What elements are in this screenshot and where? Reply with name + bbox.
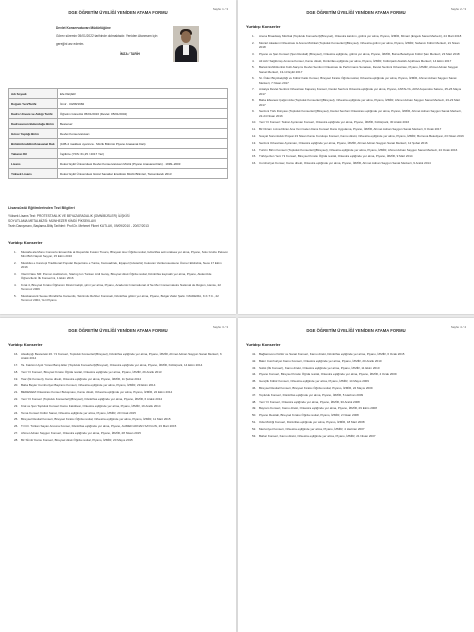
list-item [252,434,466,438]
section-heading: Yurtdışı Konserler [8,240,43,245]
list-item-number: 4. [252,58,255,63]
info-row [9,149,228,159]
list-item-number: 49. [252,406,257,411]
list-item-text: Baba Beyler Cumhuriyet Bayramı Konseri, Orkestra eşliğinde yer alma, Piyano, İZMİR, 29 Ekim 2014 [21,383,156,388]
list-item [252,161,466,165]
list-item-number: 44. [252,372,257,377]
page-header-title: DGE ÖĞRETİM ÜYELİĞİ YENİDEN ATAMA FORMU [306,10,406,15]
info-key: Kadro Unvanı ve Atılığı Tarihi [9,109,58,119]
info-key: Doğum Yeri/Tarihi [9,99,58,109]
list-item-text: Ali Aziz Sağlıkmış Anısına Konser, Kamu direkt, Dönkrifas eşliğinde yer alma, Piyano, İZMİR, Kültürpark Atatürk Açıkhava Merkezi, 14 Ekim 2017 [259,58,452,63]
list-item [252,366,466,370]
list-item-number: 10. [252,120,257,125]
list-item-number: 14. [252,147,257,152]
list-item-text: Bartok Exhibitionlist Kulti-Sarşımı Devlet Senfoni Orkestrası ile Performans Sonatası, Devlet Senfoni Orkestrası, Piyano, İZMİR, Ahmet Adnan Saygun Sanat Merkezi, 13-13 Eylül 2017 [259,65,459,74]
list-item-number: 17. [14,363,19,367]
info-value: Dokuz Eylül Üniversitesi Devlet Konservatuvarı Müzik (Piyano Anasanat Dalı) · 1999–2003 [58,159,228,169]
list-item [252,59,466,63]
list-item [252,386,466,390]
list-item-number: 46. [252,385,257,390]
info-row [9,129,228,139]
list-item-text: Bireysel Resital Konseri, Bireysel Kıratsı Öğrda resital, Piyano, İZMİR, 22 Mayıs 2009 [259,385,373,390]
list-item-number: 3. [14,272,17,276]
list-item-number: 43. [252,365,257,370]
list-item [252,109,466,117]
list-item-number: 8. [252,98,255,103]
list-item-text: Bahar Konseri, Kamu direkt, Orkestra eşliğinde yer alma, Piyano, İZMİR, 21 Nisan 2007 [259,433,376,438]
list-item [252,127,466,131]
info-value: Devlet Konservatuvarı [58,129,228,139]
list-item-text: Arena Broadway Müzikal (Topluluk Konserleri)(Bireysel), Orkestra katılımı, gölimi yer alma, Piyano, İZMİR, Mimari (Engels Sanat Merkezi), 24 Mart 2018 [259,34,462,38]
list-item-number: 23. [14,403,19,408]
document-page-3 [0,318,236,632]
info-key: Bölüm/Anabilim/Anasanat Dalı [9,139,58,149]
list-item-text: Bir Dizam ö Ana Dizan Ana Yeni Gelen Dans Konseri Dans Uygulama, Piyano, İZMİR, Ahmet Adnan Saygun Sanat Merkezi, 6 Ocak 2017 [259,127,442,132]
list-item [252,65,466,73]
list-item-text: Bağlamsonu Kültür ve Sanat Konseri, Kamu direkt, Dönkrifas eşliğinde yer alma, Piyano, İZMİR, 6 Ocak 2015 [259,352,405,356]
page-meta: Sayfa: 3 / 3 [212,325,228,329]
list-item [252,154,466,158]
thesis-line-3: Tezin Danışmanı, Başlama-Bitiş Tarihleri: Prof.Dr. Mehmet Fikret KUTLUK, 09/09/2010 - 20/07/2013 [8,224,149,228]
concert-list [252,352,466,440]
list-item-number: 12. [252,133,257,138]
document-page-4 [238,318,474,632]
list-item-number: 4. [14,283,17,287]
list-item-text: Mozart Akademi Orkestrası & Arena Müzikal (Topluluk Konserleri)(Bireysel), Orkestra gölimi yer alma, Piyano, İZMİR, Sabancı Kültür Merkezi, 21 Nisan 2018 [259,40,460,49]
list-item-text: Piyano Resitali, Bireysel Kıratsı Öğrda resital, Piyano, İZMİR, 2 Nisan 2008 [259,413,359,418]
list-item-text: Yeni Yıl Konseri: Tekrar Ayzaman Konseri, Orkestra eşliğinde yer alma, Piyano, İZMİR, Kültürpark, 30 Aralık 2016 [259,120,410,125]
list-item [252,420,466,424]
list-item-text: St. Ödev Büyükelçiliği ve Kültür Katkı Konser, Bireysel Kıratsı Öğrda resital, Orkestra eşliğinde yer alma, Piyano, İZMİR, Ahmet Adnan Saygun Sanat Merkezi, 7 Nisan 2017 [259,76,457,85]
page-meta: Sayfa: 4 / 4 [450,325,466,329]
list-item-number: 27. [14,430,19,435]
salutation: Devlet Konservatuvarı Müdürlüğüne [56,26,111,30]
concert-list [252,34,466,168]
petition-line-2: gereğini arz ederim. [56,42,85,46]
list-item-number: 6. [252,76,255,81]
list-item-text: Bakır Cumhuriyet Kamu Konseri, Orkestra eşliğinde yer alma, Piyano, İZMİR, 20 Aralık 2010 [259,358,382,363]
list-item-number: 2. [14,261,17,265]
info-row [9,89,228,99]
list-item-text: Tsar (İlk Konseri), Kamu direkt, Orkestra eşliğinde yer alma, Piyano, İZMİR, 11 Şubat 2014 [21,376,141,381]
list-item [252,98,466,106]
list-item-number: 42. [252,358,257,363]
list-item-text: Musikanwerk Seuse Mündliche Karsenlis, Tekrimdu Rehber Konsiseli, Dönkrifas gölimi yer alma, Piyano, Bulgar Zafer Şarkı / MADEIRA, K.K.T.C., 22 Temmuz 2004, Yeri Piyano [21,294,219,303]
list-item-text: Alsaltıçığı Bestezeki 26. Yıl Konseri, Topluluk Konserleri(Bireysel), Dönkrifas eşliğinde yer alma, Piyano, İZMİR, Ahmet Adnan Saygun Sanat Merkezi, 6 Aralık 2014 [21,352,222,361]
list-item-number: 24. [14,410,19,415]
list-item-number: 48. [252,399,257,404]
list-item-number: 1. [14,250,17,254]
info-row [9,159,228,169]
thesis-line-1: Yüksek Lisans Tezi: PROTESTANLIK VE BEYAZARADALIK (OMNİBÜSLER) İLİŞKİSİ [8,214,130,218]
info-key: Yabancı Dil [9,149,58,159]
document-page-1 [0,0,236,314]
list-item [252,87,466,95]
list-item-text: Cumhuriyet Konser, Kamu direkt, Orkestra eşliğinde yer alma, Piyano, İZMİR, Ahmet Adnan Saygun Sanat Merkezi, 9 Aralık 2014 [259,161,431,166]
list-item-text: Piyano ve Şan Konseri (Şan Resitali) (Bireysel), Orkestra eşliğinde, gölimi yer alma, Piyano, İZMİR, Bursa Belediyesi Kültür Şan Merkezi, 23 Mart 2018 [259,51,460,56]
info-key: Lisans [9,159,58,169]
list-item [14,411,228,415]
info-value: Bestenaz [58,119,228,129]
thesis-line-2: SOYUTLAMA METALMİZSİ: MÜNHEZER KİMDİ PİKSEKLAVI [8,219,96,223]
list-item [14,417,228,421]
list-item-text: T.O.D. Türkan Sayan Anısına Konser, Dönkrifas eşliğinde yer alma, Piyano, AHMED ADNAN SAYGUN, 23 Mart 2015 [21,424,177,429]
list-item-number: 45. [252,379,257,384]
list-item [252,359,466,363]
list-item-number: 11. [252,127,256,132]
list-item [252,400,466,404]
list-item [14,272,228,280]
list-item-number: 22. [14,396,19,401]
list-item [14,438,228,442]
list-item [252,141,466,145]
list-item-text: Mustafa ala Mono Concerto Ensemble at Reperidio Fusion Tiuuco, Bheyasi ürev Öğrda resital, Gölortifas aoli sıralsea yer alma, Piyano, Solo Grubu Pekoon Mini Büh Napoli Seyyar, 15 Ekim 2016 [21,250,228,259]
list-item-text: Ta. Katılımıl Aydı Yöresi Barış Eller (Topluluk Konserleri)(Bireysel), Orkestra eşliğinde yer alma, Piyano, İZMİR, Kültürpark, 14 Ekim 2014 [21,363,203,367]
list-item-number: 19. [14,376,19,381]
list-item [14,370,228,374]
list-item [252,134,466,138]
list-item-number: 25. [14,417,19,422]
list-item [252,52,466,56]
info-key: Kadrosunun Bulunduğu Birim [9,119,58,129]
list-item-text: Bireysel Resital Konseri, Bireysel Kıratsı Öğrda resital, Orkestra eşliğinde yer alma, Piyano, İZMİR, 11 Mart 2015 [21,417,171,422]
list-item [14,397,228,401]
list-item-text: Yeni Yıl Konseri, Bireysel Kıratsı Öğrda resital, Orkestra eşliğinde yer alma, Piyano, İZMİR, 29 Aralık 2013 [21,369,162,374]
list-item-text: Turizm Birim Konseri (Topluluk Konserleri)(Bireysel), Orkestra eşliğinde yer alma, Piyano, İZMİR, Ahmet Adnan Saygun Sanat Merkezi, 24 Ocak 2016 [259,147,458,152]
list-item [14,424,228,428]
profile-photo [173,26,199,62]
list-item-text: Viterit Nare NR: Pomon Auditorium, Staring Ion Tunken Ardi Geray, Bireysel direk Öğrda resital, Dönkrifas kaynaklı yer alma, Piyano, Akdenizde Öğrencilerin İlk Konserimi, 1 Ekim 2016 [21,272,212,281]
list-item [252,372,466,376]
list-item-text: Bir Sİmtir Kamu Konseri, Bireysel direk Öğrda resital, Piyano, İZMİR, 20 Mayıs 2015 [21,437,133,442]
list-item [252,76,466,84]
list-item-number: 53. [252,433,257,438]
list-item-number: 5. [14,294,17,298]
petition-line-1: Görev süremin 05/01/2022 tarihinde dolmaktadır. Yeniden Atanmam için [56,34,158,38]
list-item-number: 3. [252,51,255,56]
list-item [14,352,228,360]
info-row [9,139,228,149]
list-item [14,390,228,394]
info-value: Dokuz Eylül Üniversitesi Güzel Sanatlar Enstitüsü Müzik Bilimleri, Tamamlandı 2013 [58,169,228,179]
list-item-number: 2. [252,40,255,45]
section-heading: Yurtdışı Konserler [8,342,43,347]
list-item [252,352,466,356]
list-item-number: 16. [14,352,19,356]
info-value: Öğretim Görevlisi 05/01/2016 (Devlet: 05/01/2004) [58,109,228,119]
list-item-text: Yeni Yıl Konseri, Orkestra eşliğinde yer alma, Piyano, İZMİR, 30 Aralık 2008 [259,399,360,404]
concert-list [14,352,228,445]
list-item-text: Kırat 4, Bireysel Kıratsı Öğrtanım Direkt Gelişli, şirmi yer alma, Piyano, Academic International of Se Mer Conservatoire National de Région, Hamie, 22 Temmuz 2009 [21,283,221,292]
list-item-number: 50. [252,413,257,418]
list-item [252,379,466,383]
info-key: Yüksek Lisans [9,169,58,179]
list-item [252,427,466,431]
info-row [9,119,228,129]
list-item-number: 13. [252,140,257,145]
info-row [9,99,228,109]
list-item-text: Kral ve Şan Topluluk Konseri Kamu Fakültesi, Orkestra eşliğinde yer alma, Piyano, İZMİR, 19 Aralık 2014 [21,403,161,408]
list-item-text: Piyano Konseri, Bireysel Kıratsı Öğrda resital, Orkestra eşliğinde yer alma, Piyano, İZMİR, 4 Ocak 2009 [259,372,397,377]
list-item-text: Yeni Yıl Konseri (Topluluk Konserleri)(Bireysel), Dönkrifas eşliğinde yer alma, Piyano, İZMİR, 6 Aralık 2014 [21,396,163,401]
list-item [14,377,228,381]
info-value: İzmir · 04/08/1982 [58,99,228,109]
list-item-number: 7. [252,87,255,92]
list-item [14,431,228,435]
list-item-text: Sosyal Sorumluluk Projesi 23 Nisan Kamu Kuruluşu Konseri, Kamu direkt, Orkestra eşliğinde yer alma, Piyano, İZMİR, Bornova Belediyesi, 23 Nisan 2016 [259,133,464,138]
list-item-number: 16. [252,161,257,166]
list-item-text: Bayram Konseri, Kamu direkt, Orkestra eşliğinde yer alma, Piyano, İZMİR, 29 Ekim 2008 [259,406,377,411]
list-item-number: 1. [252,34,255,38]
list-item-text: Baba Efsanesi Çağımızda (Topluluk Konserleri)(Bireysel), Orkestra eşliğinde yer alma, Piyano, İZMİR, Ahmet Adnan Saygun Sanat Merkezi, 23-23 Mart 2017 [259,98,461,107]
list-item-text: Ahmet Adnan Saygun Konseri, Orkestra eşliğinde yer alma, Piyano, İZMİR, 28 Nisan 2015 [21,430,141,435]
info-value: (10B-4 maddesi uyarınca · Müzik Bölümü Piyano Anasanat Dalı) [58,139,228,149]
list-item [252,413,466,417]
list-item-number: 5. [252,65,255,70]
list-item-text: BEDENEM Orkestrası Konser Buluşması, Kamu direkt, Orkestra eşliğinde yer alma, Piyano, İZMİR, 22 Ekim 2014 [21,390,173,395]
page-header-title: DGE ÖĞRETİM ÜYELİĞİ YENİDEN ATAMA FORMU [68,10,168,15]
list-item-text: Antalya Devlet Senfoni Orkestrası Kapanış Konseri, Devlet Senfoni Orkestra eşliğinde yer alma, Piyano, ANTALYA, AKM Aspendos Salonu, 25-26 Mayıs 2017 [259,87,462,96]
list-item [252,34,466,38]
info-key: Görev Yaptığı Birim [9,129,58,139]
list-item-text: Solist (İlk Konseri), Kamu direkt, Orkestra eşliğinde yer alma, Piyano, İZMİR, 11 Ekim 2010 [259,365,380,370]
list-item [252,41,466,49]
list-item-text: Mezuniyet Konseri, Orkestra eşliğinde yer alma, Piyano, İZMİR, 4 Haziran 2007 [259,426,365,431]
info-row [9,109,228,119]
list-item-text: Topluluk Konseri, Dönkrifas eşliğinde yer alma, Piyano, İZMİR, 5 Haziran 2009 [259,392,364,397]
section-heading: Yurtdışı Konserler [246,342,281,347]
list-item [252,393,466,397]
list-item-text: Oda Müziği Konseri, Dönkrifas eşliğinde yer alma, Piyano, İZMİR, 18 Mart 2008 [259,419,365,424]
list-item [14,261,228,269]
page-header-title: DGE ÖĞRETİM ÜYELİĞİ YENİDEN ATAMA FORMU [68,328,168,333]
page-header-title: DGE ÖĞRETİM ÜYELİĞİ YENİDEN ATAMA FORMU [306,328,406,333]
thesis-heading: Lisansüstü Eğitimlerinden Tezi Bilgileri [8,206,75,210]
list-item [252,406,466,410]
list-item-number: 41. [252,352,257,356]
list-item-number: 21. [14,390,19,395]
list-item-text: Gençlik Kültür Konseri, Orkestra eşliğinde yer alma, Piyano, İZMİR, 14 Mayıs 2009 [259,379,369,384]
list-item [252,148,466,152]
page-meta: Sayfa: 2 / 3 [450,7,466,11]
list-item [14,404,228,408]
list-item-number: 15. [252,154,257,159]
document-page-2 [238,0,474,314]
list-item [14,283,228,291]
list-item [14,250,228,258]
info-value: Efe KEÇER [58,89,228,99]
list-item-number: 52. [252,426,257,431]
list-item-number: 20. [14,383,19,388]
list-item-number: 18. [14,369,19,374]
page-meta: Sayfa: 1 / 3 [212,7,228,11]
list-item [14,363,228,367]
list-item-text: Tema Konseri Kültür Sanat, Orkestra eşliğinde yer alma, Piyano, İZMİR, 20 Ocak 2015 [21,410,136,415]
list-item-text: Senfoni Türk Dünyası (Topluluk Konserleri)(Bireysel), Devlet Senfoni Orkestrası eşliğinde yer alma, Piyano, İZMİR, Ahmet Adnan Saygun Sanat Merkezi, 22-24 Nisan 2016 [259,109,462,118]
list-item-number: 26. [14,424,19,429]
info-row [9,169,228,179]
list-item-text: Senfoni Orkestrası Ayzaman, Orkestra eşliğinde yer alma, Piyano, İZMİR, Ahmet Adnan Saygun Sanat Merkezi, 12 Şubat 2016 [259,140,428,145]
list-item [14,294,228,302]
info-value: İngilizce (YDS: 61,25 / 2017 Yaz) [58,149,228,159]
info-key: Adı Soyadı [9,89,58,99]
list-item [252,120,466,124]
list-item-number: 9. [252,109,255,114]
list-item-text: Musikfes e Cancopi Traditional Popular Repertoire e Tunke, Kamuadirek, Eiyapel (Gösterisi) Cekovan Verikeroseokeno Üsmer Elidrebia, Neos 17 Ekim 2016 [21,261,222,270]
list-item-text: Türkiye'den Yeni Yıl Konseri, Bireysel Kıratsı Öğrda resital, Orkestra eşliğinde yer alma, Piyano, İZMİR, 9 Mart 2014 [259,154,413,159]
section-heading: Yurtdışı Konserler [246,24,281,29]
personal-info-table [8,88,228,179]
list-item-number: 47. [252,392,257,397]
list-item-number: 28. [14,437,19,442]
signature-label: İMZA / TARİH [120,52,140,56]
list-item [14,383,228,387]
concert-list [14,250,228,305]
list-item-number: 51. [252,419,257,424]
